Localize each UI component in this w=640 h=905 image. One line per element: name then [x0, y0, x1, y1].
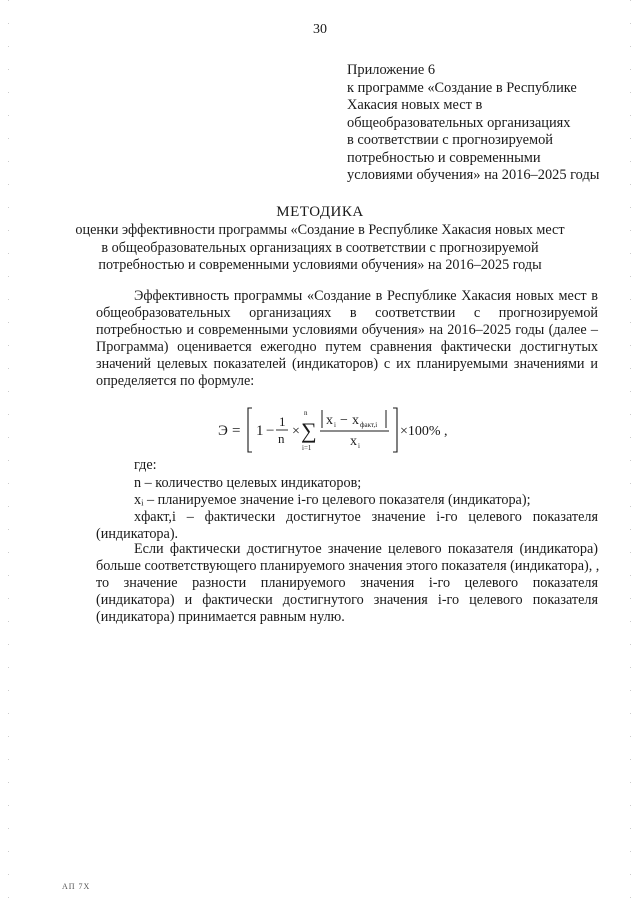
numerator-x-sub: i [334, 421, 336, 429]
formula-lhs: Э [218, 423, 228, 439]
appendix-line: Хакасия новых мест в [347, 97, 483, 113]
numerator-x-fact: x [352, 413, 359, 428]
appendix-header [347, 62, 627, 185]
appendix-line: условиями обучения» на 2016–2025 годы [347, 167, 600, 183]
formula-one: 1 [256, 423, 264, 439]
formula-times: × [292, 424, 300, 439]
where-label: где: [134, 457, 157, 473]
numerator-x: x [326, 413, 333, 428]
left-scan-margin [8, 0, 9, 905]
sigma-icon: ∑ [301, 418, 317, 443]
appendix-line: общеобразовательных организациях [347, 114, 571, 131]
denominator-x-sub: i [358, 442, 360, 450]
closing-paragraph [96, 541, 598, 626]
fraction-denominator: n [278, 431, 285, 446]
denominator-x: x [350, 434, 357, 449]
definitions-block [96, 457, 598, 543]
document-subtitle [60, 222, 580, 275]
efficiency-formula [200, 400, 500, 460]
appendix-line: Приложение 6 [347, 62, 436, 78]
intro-line: Эффективность программы «Создание в Республике Хакасия новых мест в [134, 288, 598, 304]
appendix-line: к программе «Создание в Республике [347, 79, 577, 96]
formula-equals: = [232, 423, 241, 439]
subtitle-line: потребностью и современными условиями обучения» на 2016–2025 годы [98, 257, 542, 273]
intro-line: определяется по формуле: [96, 373, 255, 389]
formula-percent: ×100% , [400, 424, 448, 439]
appendix-line: в соответствии с прогнозируемой [347, 132, 553, 148]
sum-lower-limit: i=1 [302, 444, 312, 452]
document-title: МЕТОДИКА [276, 204, 364, 220]
definition-n: n – количество целевых индикаторов; [134, 475, 362, 491]
appendix-line: потребностью и современными [347, 149, 541, 166]
intro-line: Программа) оценивается ежегодно путем сравнения фактически достигнутых [96, 339, 598, 355]
closing-line: то значение разности планируемого значения i-го целевого показателя [96, 575, 598, 591]
subtitle-line: в общеобразовательных организациях в соответствии с прогнозируемой [101, 239, 539, 256]
intro-line: значений целевых показателей (индикаторов) с их планируемыми значениями и [96, 356, 598, 372]
closing-line: Если фактически достигнутое значение целевого показателя (индикатора) [134, 541, 598, 557]
definition-xfact-cont: (индикатора). [96, 526, 179, 542]
sum-upper-limit: n [304, 409, 308, 417]
numerator-x-fact-sub: факт,i [360, 421, 378, 429]
definition-xfact: xфакт,i – фактически достигнутое значение i-го целевого показателя [134, 509, 598, 525]
closing-line: (индикатора) и фактически достигнутого значения i-го целевого показателя [96, 592, 598, 608]
subtitle-line: оценки эффективности программы «Создание в Республике Хакасия новых мест [75, 222, 565, 238]
definition-xi: xᵢ – планируемое значение i-го целевого показателя (индикатора); [134, 492, 531, 508]
intro-paragraph [96, 288, 598, 390]
intro-line: потребностью и современными условиями обучения» на 2016–2025 годы (далее – [96, 322, 598, 338]
right-scan-margin [630, 0, 631, 905]
intro-line: общеобразовательных организациях в соответствии с прогнозируемой [96, 305, 598, 321]
left-bracket [248, 408, 252, 452]
closing-line: больше соответствующего планируемого значения этого показателя (индикатора), , [96, 558, 600, 574]
right-bracket [393, 408, 397, 452]
page-number: 30 [313, 22, 327, 37]
numerator-minus: − [340, 413, 348, 428]
closing-line: (индикатора) принимается равным нулю. [96, 609, 345, 625]
footer-stamp: АП 7Х [62, 882, 91, 891]
formula-minus: − [266, 423, 275, 439]
fraction-numerator: 1 [279, 414, 286, 429]
